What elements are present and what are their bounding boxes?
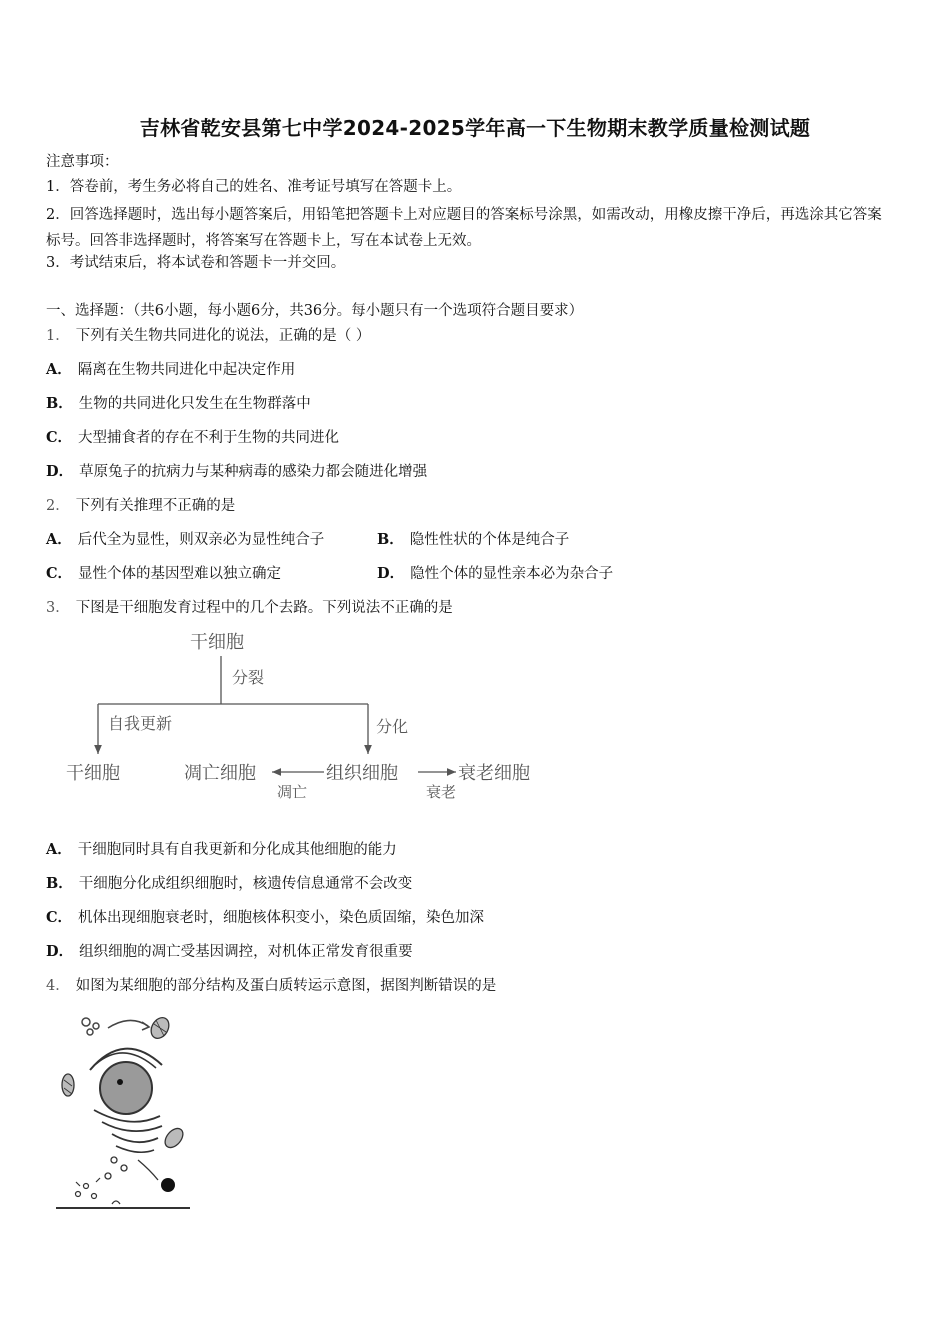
diagram-tissue-cell: 组织细胞 [326,763,398,784]
option-text: 隐性性状的个体是纯合子 [409,532,570,548]
q1-option-a [46,360,295,380]
option-text: 组织细胞的凋亡受基因调控，对机体正常发育很重要 [79,944,413,960]
question-stem: 下列有关推理不正确的是 [75,498,236,514]
option-text: 大型捕食者的存在不利于生物的共同进化 [78,430,340,446]
diagram-split-label: 分裂 [232,668,265,687]
option-text: 生物的共同进化只发生在生物群落中 [78,396,311,412]
notice-item-3: 3．考试结束后，将本试卷和答题卡一并交回。 [46,255,346,271]
option-label: D． [46,943,74,960]
question-4 [46,976,496,996]
q2-option-a [46,530,324,550]
question-number: 2． [46,498,70,514]
option-text: 干细胞分化成组织细胞时，核遗传信息通常不会改变 [78,876,413,892]
diagram-apoptotic-cell: 凋亡细胞 [184,763,256,784]
notice-heading: 注意事项： [46,154,119,170]
option-text: 后代全为显性，则双亲必为显性纯合子 [77,532,325,548]
diagram-stem-cell: 干细胞 [66,763,120,784]
diagram-senescent-cell: 衰老细胞 [458,763,530,784]
option-text: 隐性个体的显性亲本必为杂合子 [410,566,614,582]
vesicle-icon [87,1029,93,1035]
q3-option-d [46,942,413,962]
vesicle-icon [93,1023,99,1029]
nucleus-icon [100,1062,152,1114]
option-label: D． [377,565,405,582]
q3-option-b [46,874,412,894]
option-label: A． [46,841,72,858]
diagram-senescence-label: 衰老 [426,783,457,801]
q3-option-c [46,908,484,928]
question-number: 4． [46,978,70,994]
option-text: 显性个体的基因型难以独立确定 [78,566,282,582]
option-text: 机体出现细胞衰老时，细胞核体积变小，染色质固缩，染色加深 [78,910,485,926]
transport-arrow-icon [108,1020,148,1028]
question-1 [46,326,370,346]
q3-option-a [46,840,397,860]
cell-structure-figure [50,1010,200,1215]
vesicle-icon [111,1157,117,1163]
option-label: C． [46,565,73,582]
question-stem: 下图是干细胞发育过程中的几个去路。下列说法不正确的是 [75,600,453,616]
option-text: 干细胞同时具有自我更新和分化成其他细胞的能力 [77,842,397,858]
stem-cell-diagram [60,628,560,808]
option-label: A． [46,361,72,378]
q1-option-b [46,394,311,414]
option-label: B． [46,395,73,412]
option-label: C． [46,909,73,926]
option-text: 草原兔子的抗病力与某种病毒的感染力都会随进化增强 [79,464,428,480]
diagram-apoptosis-label: 凋亡 [277,783,308,801]
option-label: D． [46,463,74,480]
question-3 [46,598,453,618]
option-text: 隔离在生物共同进化中起决定作用 [77,362,296,378]
q2-option-c [46,564,281,584]
question-2 [46,496,235,516]
question-stem: 下列有关生物共同进化的说法，正确的是（ ） [75,328,371,344]
question-number: 1． [46,328,70,344]
option-label: A． [46,531,72,548]
q1-option-c [46,428,339,448]
page-title: 吉林省乾安县第七中学2024-2025学年高一下生物期末教学质量检测试题 [139,116,811,140]
question-stem: 如图为某细胞的部分结构及蛋白质转运示意图，据图判断错误的是 [75,978,497,994]
nucleolus-icon [117,1079,123,1085]
diagram-self-renew-label: 自我更新 [108,714,173,733]
diagram-differentiate-label: 分化 [376,717,409,736]
option-label: C． [46,429,73,446]
q1-option-d [46,462,427,482]
mitochondrion-icon [62,1074,74,1096]
section-heading: 一、选择题：（共6小题，每小题6分，共36分。每小题只有一个选项符合题目要求） [46,303,584,319]
question-number: 3． [46,600,70,616]
q2-option-d [377,564,613,584]
lysosome-icon [161,1178,175,1192]
diagram-top-stem-cell: 干细胞 [190,632,244,653]
option-label: B． [46,875,73,892]
option-label: B． [377,531,404,548]
notice-item-2: 2．回答选择题时，选出每小题答案后，用铅笔把答题卡上对应题目的答案标号涂黑，如需改动，用橡皮擦干净后，再选涂其它答案标号。回答非选择题时，将答案写在答题卡上，写在本试卷上无效。 [46,207,882,249]
mitochondrion-icon [162,1125,187,1151]
q2-option-b [377,530,569,550]
vesicle-icon [82,1018,90,1026]
notice-item-1: 1．答卷前，考生务必将自己的姓名、准考证号填写在答题卡上。 [46,179,462,195]
